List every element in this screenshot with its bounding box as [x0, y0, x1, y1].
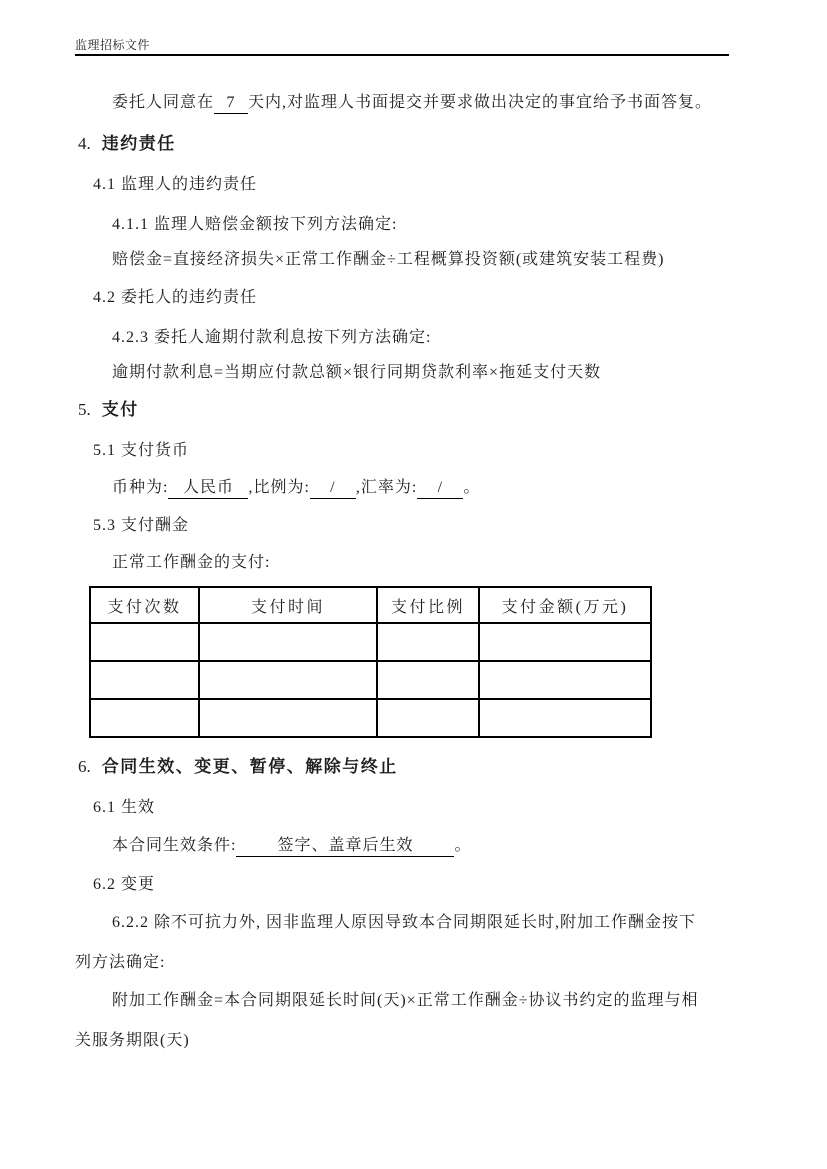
section-4-title: 违约责任: [101, 134, 176, 153]
clause-5-1: 5.1 支付货币: [93, 442, 190, 459]
table-cell: [377, 699, 479, 737]
blank-effective-condition: 签字、盖章后生效: [236, 836, 454, 857]
table-row: [90, 661, 651, 699]
table-cell: [479, 661, 651, 699]
table-row: [90, 623, 651, 661]
section-6-heading: [78, 755, 398, 779]
clause-5-3: 5.3 支付酬金: [93, 517, 190, 534]
effective-condition-line: [112, 834, 471, 858]
formula-additional-line2: 关服务期限(天): [75, 1032, 190, 1049]
payment-table: [89, 586, 652, 738]
table-cell: [199, 623, 377, 661]
effective-condition-end: 。: [454, 837, 472, 854]
blank-currency: 人民币: [168, 478, 248, 499]
section-6-number: 6.: [78, 757, 91, 776]
table-cell: [479, 623, 651, 661]
section-5-number: 5.: [78, 400, 91, 419]
table-cell: [90, 623, 199, 661]
formula-additional-line1: 附加工作酬金=本合同期限延长时间(天)×正常工作酬金÷协议书约定的监理与相: [112, 992, 699, 1009]
header-rule: [75, 54, 729, 56]
currency-line-end: 。: [463, 479, 481, 496]
clause-4-2-3: 4.2.3 委托人逾期付款利息按下列方法确定:: [112, 329, 432, 346]
table-cell: [199, 661, 377, 699]
clause-4-1-1: 4.1.1 监理人赔偿金额按下列方法确定:: [112, 216, 398, 233]
table-header-payment-ratio: 支付比例: [377, 587, 479, 623]
clause-4-1: 4.1 监理人的违约责任: [93, 176, 258, 193]
section-5-heading: [78, 398, 139, 422]
formula-compensation: 赔偿金=直接经济损失×正常工作酬金÷工程概算投资额(或建筑安装工程费): [112, 251, 665, 268]
table-cell: [377, 623, 479, 661]
blank-exchange-rate: /: [417, 478, 463, 499]
table-cell: [479, 699, 651, 737]
currency-line: [112, 476, 480, 500]
clause-6-2: 6.2 变更: [93, 876, 156, 893]
clause-4-2: 4.2 委托人的违约责任: [93, 289, 258, 306]
section-4-heading: [78, 132, 176, 156]
table-cell: [90, 699, 199, 737]
table-header-row: [90, 587, 651, 623]
table-header-payment-amount: 支付金额(万元): [479, 587, 651, 623]
clause-6-2-2-line2: 列方法确定:: [75, 954, 166, 971]
intro-text-before: 委托人同意在: [112, 94, 215, 111]
page-header-title: 监理招标文件: [75, 38, 151, 52]
formula-interest: 逾期付款利息=当期应付款总额×银行同期贷款利率×拖延支付天数: [112, 364, 602, 381]
normal-pay-label: 正常工作酬金的支付:: [112, 554, 271, 571]
clause-6-1: 6.1 生效: [93, 799, 156, 816]
clause-6-2-2-line1: 6.2.2 除不可抗力外, 因非监理人原因导致本合同期限延长时,附加工作酬金按下: [112, 914, 697, 931]
currency-label-1: 币种为:: [112, 479, 169, 496]
effective-condition-label: 本合同生效条件:: [112, 837, 237, 854]
currency-label-2: ,比例为:: [248, 479, 310, 496]
table-cell: [199, 699, 377, 737]
table-cell: [90, 661, 199, 699]
section-4-number: 4.: [78, 134, 91, 153]
blank-days: 7: [214, 93, 248, 114]
intro-paragraph: [112, 91, 712, 115]
section-5-title: 支付: [101, 400, 139, 419]
section-6-title: 合同生效、变更、暂停、解除与终止: [101, 757, 398, 776]
table-header-payment-time: 支付时间: [199, 587, 377, 623]
intro-text-after: 天内,对监理人书面提交并要求做出决定的事宜给予书面答复。: [248, 94, 713, 111]
currency-label-3: ,汇率为:: [355, 479, 418, 496]
blank-ratio: /: [310, 478, 356, 499]
table-row: [90, 699, 651, 737]
table-header-payment-count: 支付次数: [90, 587, 199, 623]
table-cell: [377, 661, 479, 699]
